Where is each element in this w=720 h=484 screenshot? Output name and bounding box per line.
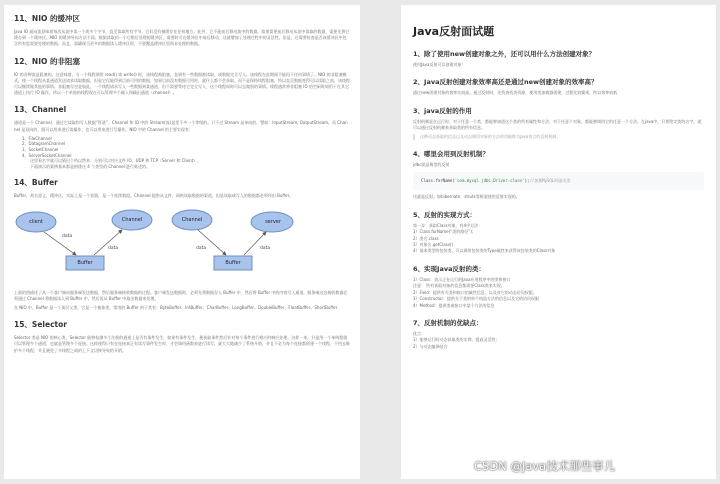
question-heading: 6、实现Java反射的类： bbox=[413, 264, 485, 273]
arrow-buffer-channel bbox=[94, 230, 122, 255]
section-title: 12、NIO 的非阻塞 bbox=[14, 56, 80, 66]
data-label: data bbox=[62, 233, 73, 239]
answer-text: 3）Constructor：提供关于类的单个构造方法的信息以及它的访问权限 bbox=[413, 296, 540, 302]
section-paragraph: 通道是一个 Channel，通过它读取和写入数据“管道”。Channel 和 IO 中的 Stream(流)是差不多一个等级的。只不过 Stream 是单向的，譬如：InputStream, OutputStream。而 Channel 是双向的，既可以用来进行读操作，也可以用来进行写操作。NIO 中的 Channel 的主要实现有： bbox=[14, 120, 348, 132]
blockquote: 这种动态获取的信息以及动态调用对象的方法的功能称为java语言的反射机制。 bbox=[413, 134, 704, 140]
section-title: 13、Channel bbox=[14, 105, 67, 115]
list-item: 3、SocketChannel bbox=[22, 147, 59, 153]
right-document-page bbox=[401, 5, 716, 479]
channel-label: Channel bbox=[181, 216, 203, 223]
data-label: data bbox=[108, 245, 119, 251]
answer-text: jdbc就是典型的反射 bbox=[413, 162, 450, 168]
answer-text: 使用Java反射可以创建对象！ bbox=[413, 62, 466, 67]
arrow-channel-buffer bbox=[198, 230, 226, 255]
answer-text: 优点： bbox=[413, 330, 425, 336]
answer-text: 反射机制是在运行时，对于任意一个类，都能够知道这个类的所有属性和方法；对于任意个对象，都能够调用它的任意一个方法。在java中，只要给定类的名字，就可以通过反射机制来获取类的所有信息。 bbox=[413, 118, 702, 131]
section-paragraph: Selector 类是 NIO 的核心类，Selector 能够检测多个注册的通道上是否有事件发生，如果有事件发生，便获取事件然后针对每个事件进行相应的响应处理。这样一来，只是用一个单线程就可以管理多个通道，也就是管理多个连接。这样使得只有在连接真正有读写事件发生时，才会调用函数来进行读写，就大大地减少了系统开销，并且不必为每个连接都创建一个线程，不用去维护多个线程，并且避免了多线程之间的上下文切换导致的开销。 bbox=[14, 335, 350, 353]
code-call: Class.forName( bbox=[421, 178, 455, 184]
answer-text: 4）Method：提供类或接口中某个方法的信息 bbox=[413, 302, 495, 308]
data-label: data bbox=[260, 245, 271, 251]
list-item: 4、ServerSocketChannel bbox=[22, 152, 72, 158]
answer-text: 1）Class：表示正在运行的Java应用程序中的类和接口 bbox=[413, 276, 511, 282]
buffer-label: Buffer bbox=[225, 259, 241, 266]
question-heading: 7、反射机制的优缺点： bbox=[413, 318, 483, 327]
client-label: client bbox=[29, 218, 43, 225]
section-paragraph: IO 的各种流是阻塞的。这意味着，当一个线程调用 read() 或 write() 时，该线程被阻塞，直到有一些数据被读取，或数据完全写入。该线程在此期间不能再干任何事情了。NIO 的非阻塞模式，使一个线程从某通道发送请求读取数据，但是它仅能得到目前可用的数据，如果目前没有数据可用时，就什么都不会获取。而不是保持线程阻塞，所以直至数据变得可以读取之前，该线程可以继续做其他的事情。非阻塞写也是如此。一个线程请求写入一些数据到某通道，但不需要等待它完全写入，这个线程同时可以去做别的事情。线程通常将非阻塞 IO 的空闲时间用于在其它通道上执行 IO 操作，所以一个单独的线程现在可以管理多个输入和输出通道（channel）。 bbox=[14, 71, 350, 96]
answer-text: 这就是反射。如hibernate，struts等框架使用反射实现的。 bbox=[413, 194, 520, 200]
section-title: 14、Buffer bbox=[14, 178, 58, 188]
question-heading: 5、反射的实现方式： bbox=[413, 210, 477, 219]
list-item: 2、DatagramChannel bbox=[22, 141, 66, 147]
section-paragraph: Java IO 面向流意味着每次从流中读一个或多个字节，直至读取所有字节，它们没有被缓存在任何地方。此外，它不能前后移动流中的数据。如果需要前后移动从流中读取的数据，需要先将它缓存到一个缓冲区。NIO 的缓冲导向方法不同。数据读取到一个它稍后处理的缓冲区，需要时可在缓冲区中前后移动。这就增加了处理过程中的灵活性。但是，还需要检查是否该缓冲区中包含所有您需要处理的数据。而且，需确保当更多的数据读入缓冲区时，不要覆盖缓冲区里尚未处理的数据。 bbox=[14, 29, 350, 47]
list-subitem: 下面演示的案例基本都是围绕这 4 个类型的 Channel 进行陈述的。 bbox=[30, 163, 151, 169]
section-paragraph: 在 NIO 中，Buffer 是一个顶层父类，它是一个抽象类，常用的 Buffer 的子类有：ByteBuffer、IntBuffer、CharBuffer、LongBuffer、DoubleBuffer、FloatBuffer、ShortBuffer bbox=[14, 305, 338, 310]
csdn-watermark: CSDN @Java技术那些事儿 bbox=[474, 459, 616, 473]
answer-text: 3）对象名.getClass() bbox=[413, 242, 454, 248]
question-heading: 4、哪里会用到反射机制？ bbox=[413, 150, 490, 159]
section-title: 11、NIO 的缓冲区 bbox=[14, 14, 80, 23]
code-block bbox=[413, 172, 704, 190]
code-close: ); bbox=[524, 178, 530, 184]
answer-text: 2）Field：提供有关类和接口的属性信息，以及对它的动态访问权限。 bbox=[413, 289, 537, 295]
section-paragraph: 上面的图描述了从一个客户端向服务端发送数据，然后服务端接收数据的过程。客户端发送数据时，必须先将数据存入 Buffer 中，然后将 Buffer 中的内容写入通道。服务端这边接收数据必须通过 Channel 将数据读入到 Buffer 中，然后再从 Buffer 中取出数据来处理。 bbox=[14, 289, 348, 301]
code-comment: //加载MySQL的驱动类 bbox=[529, 178, 571, 184]
answer-text: 4）基本类型的包装类，可以调用包装类的Type属性来获得该包装类的Class对象 bbox=[413, 248, 556, 254]
channel-label: Channel bbox=[121, 216, 143, 223]
answer-text: 2）与动态编译结合 bbox=[413, 343, 448, 349]
data-label: data bbox=[196, 245, 207, 251]
question-heading: 3、java反射的作用 bbox=[413, 106, 472, 115]
answer-text: 1）能够运行时动态获取类的实例，提高灵活性； bbox=[413, 337, 500, 343]
arrow-buffer-server bbox=[244, 232, 266, 255]
answer-text: 通过new创建对象的效率比较高。通过反射时，先找查找类资源，使用类加载器创建，过程比较繁琐，所以效率较低 bbox=[413, 90, 618, 96]
answer-text: 2）类名.class bbox=[413, 235, 439, 241]
answer-text: 注意： 所有获取对象的信息都需要Class类来实现。 bbox=[413, 283, 505, 289]
question-heading: 2、Java反射创建对象效率高还是通过new创建对象的效率高？ bbox=[413, 78, 598, 87]
section-paragraph: Buffer，故名思义，缓冲区，实际上是一个容器，是一个连续数组。Channel 提供从文件、网络读取数据的渠道，但是读取或写入的数据都必须经由 Buffer。 bbox=[14, 193, 294, 199]
section-title: 15、Selector bbox=[14, 320, 67, 330]
list-subitem: 这里看名字就可以猜出个所以然来：分别可以对应文件 IO、UDP 和 TCP（Server 和 Client）。 bbox=[30, 158, 202, 164]
buffer-channel-diagram bbox=[14, 204, 350, 284]
left-document-page bbox=[4, 5, 360, 479]
answer-text: 1）Class.forName(“类的路径”)； bbox=[413, 229, 476, 235]
diagram-drawing bbox=[14, 204, 350, 284]
list-item: 1、FileChannel bbox=[22, 135, 52, 141]
server-label: server bbox=[265, 218, 281, 225]
code-string: 'com.mysql.jdbc.Driver.class' bbox=[454, 178, 525, 184]
buffer-label: Buffer bbox=[77, 259, 93, 266]
question-heading: 1、除了使用new创建对象之外，还可以用什么方法创建对象？ bbox=[413, 50, 596, 58]
answer-text: 第一步：获取Class对象，有4中方法： bbox=[413, 222, 483, 228]
page-title: Java反射面试题 bbox=[413, 25, 495, 38]
